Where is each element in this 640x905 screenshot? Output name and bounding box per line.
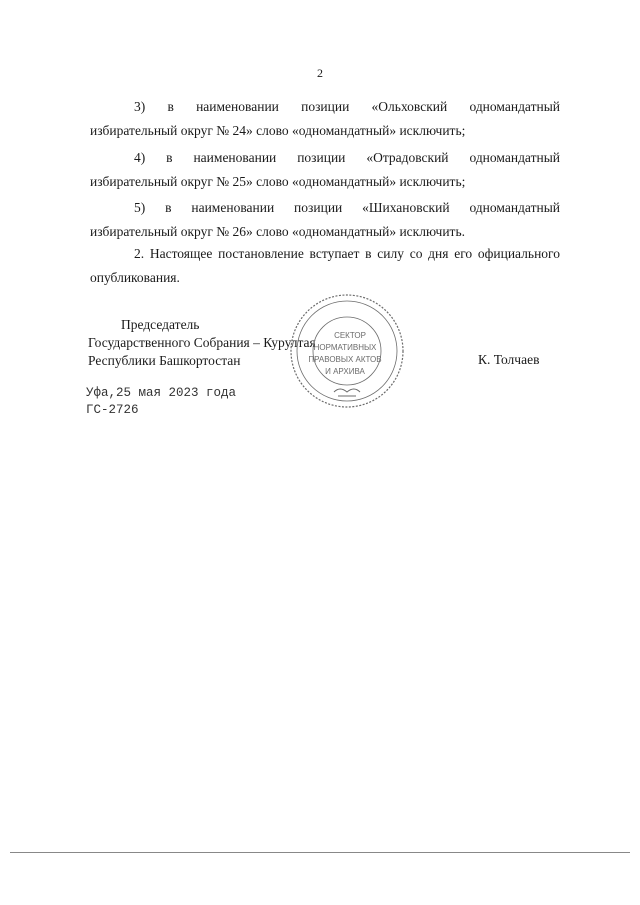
- signature-title: [88, 316, 316, 370]
- clause-2: [90, 242, 560, 290]
- document-number: ГС-2726: [86, 403, 139, 417]
- clause-2-rest: опубликования.: [90, 270, 180, 285]
- stamp-seal-icon: [288, 292, 406, 410]
- page-bottom-rule: [10, 852, 630, 853]
- place-date: Уфа,25 мая 2023 года: [86, 386, 237, 400]
- list-item-5: [90, 196, 560, 244]
- list-item-3: [90, 95, 560, 143]
- stamp-line-4: И АРХИВА: [325, 367, 365, 376]
- stamp-line-3: ПРАВОВЫХ АКТОВ: [308, 355, 382, 364]
- signature-title-line-1: Председатель: [121, 317, 200, 332]
- list-item-4: [90, 146, 560, 194]
- signature-title-line-2: Государственного Собрания – Курултая: [88, 335, 316, 350]
- list-item-5-first-line: 5) в наименовании позиции «Шихановский одномандатный: [134, 200, 560, 215]
- signer-name: К. Толчаев: [478, 352, 540, 367]
- signature-title-line-3: Республики Башкортостан: [88, 353, 241, 368]
- list-item-4-first-line: 4) в наименовании позиции «Отрадовский одномандатный: [134, 150, 560, 165]
- page-number: 2: [317, 66, 323, 80]
- archive-stamp: [288, 292, 406, 410]
- stamp-line-1: СЕКТОР: [334, 331, 366, 340]
- list-item-4-rest: избирательный округ № 25» слово «одномандатный» исключить;: [90, 174, 466, 189]
- stamp-line-2: НОРМАТИВНЫХ: [313, 343, 377, 352]
- clause-2-first-line: 2. Настоящее постановление вступает в силу со дня его официального: [134, 246, 560, 261]
- list-item-5-rest: избирательный округ № 26» слово «одномандатный» исключить.: [90, 224, 465, 239]
- list-item-3-first-line: 3) в наименовании позиции «Ольховский одномандатный: [134, 99, 560, 114]
- list-item-3-rest: избирательный округ № 24» слово «одномандатный» исключить;: [90, 123, 466, 138]
